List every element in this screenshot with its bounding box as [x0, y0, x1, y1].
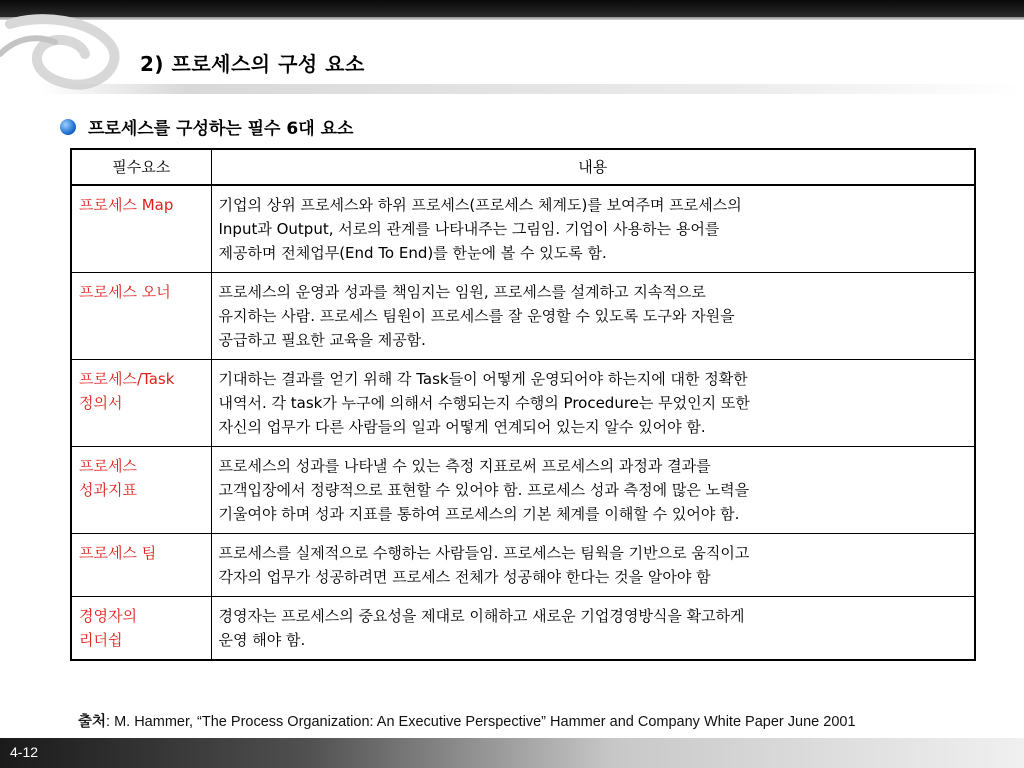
- table-header-row: [71, 149, 975, 185]
- subtitle-row: [60, 114, 353, 139]
- header-element: 필수요소: [71, 149, 211, 185]
- source-citation: [78, 710, 856, 731]
- table-row: [71, 447, 975, 534]
- row-name: 프로세스 Map: [71, 185, 211, 273]
- page-number: 4-12: [10, 744, 39, 760]
- requirements-table: [70, 148, 976, 661]
- bullet-icon: [60, 119, 76, 135]
- table-row: [71, 534, 975, 597]
- decorative-swirl-icon: [0, 14, 150, 94]
- row-desc: 경영자는 프로세스의 중요성을 제대로 이해하고 새로운 기업경영방식을 확고하게 운영 해야 함.: [211, 597, 975, 661]
- source-label: 출처: [78, 714, 107, 730]
- slide-title: 2) 프로세스의 구성 요소: [140, 52, 365, 76]
- row-desc: 기대하는 결과를 얻기 위해 각 Task들이 어떻게 운영되어야 하는지에 대한 정확한 내역서. 각 task가 누구에 의해서 수행되는지 수행의 Procedure는 무었인지 또한 자신의 업무가 다른 사람들의 일과 어떻게 연계되어 있는지 알수 있어야 함.: [211, 360, 975, 447]
- table-row: [71, 273, 975, 360]
- source-text: : M. Hammer, “The Process Organization: An Executive Perspective” Hammer and Company White Paper June 2001: [106, 714, 856, 730]
- table-row: [71, 185, 975, 273]
- row-desc: 프로세스의 운영과 성과를 책임지는 임원, 프로세스를 설계하고 지속적으로 유지하는 사람. 프로세스 팀원이 프로세스를 잘 운영할 수 있도록 도구와 자원을 공급하고 필요한 교육을 제공함.: [211, 273, 975, 360]
- row-name: 프로세스 팀: [71, 534, 211, 597]
- row-desc: 프로세스의 성과를 나타낼 수 있는 측정 지표로써 프로세스의 과정과 결과를 고객입장에서 정량적으로 표현할 수 있어야 함. 프로세스 성과 측정에 많은 노력을 기울여야 하며 성과 지표를 통하여 프로세스의 기본 체계를 이해할 수 있어야 함.: [211, 447, 975, 534]
- slide-subtitle: 프로세스를 구성하는 필수 6대 요소: [88, 119, 354, 139]
- row-name: 프로세스 성과지표: [71, 447, 211, 534]
- table-row: [71, 597, 975, 661]
- row-name: 경영자의 리더쉽: [71, 597, 211, 661]
- table-row: [71, 360, 975, 447]
- header-content: 내용: [211, 149, 975, 185]
- row-name: 프로세스 오너: [71, 273, 211, 360]
- row-name: 프로세스/Task 정의서: [71, 360, 211, 447]
- row-desc: 프로세스를 실제적으로 수행하는 사람들임. 프로세스는 팀웍을 기반으로 움직이고 각자의 업무가 성공하려면 프로세스 전체가 성공해야 한다는 것을 알아야 함: [211, 534, 975, 597]
- top-bar: [0, 0, 1024, 17]
- row-desc: 기업의 상위 프로세스와 하위 프로세스(프로세스 체계도)를 보여주며 프로세스의 Input과 Output, 서로의 관계를 나타내주는 그림임. 기업이 사용하는 용어를 제공하며 전체업무(End To End)를 한눈에 볼 수 있도록 함.: [211, 185, 975, 273]
- decorative-brush-stroke: [40, 84, 1024, 94]
- bottom-bar: [0, 738, 1024, 768]
